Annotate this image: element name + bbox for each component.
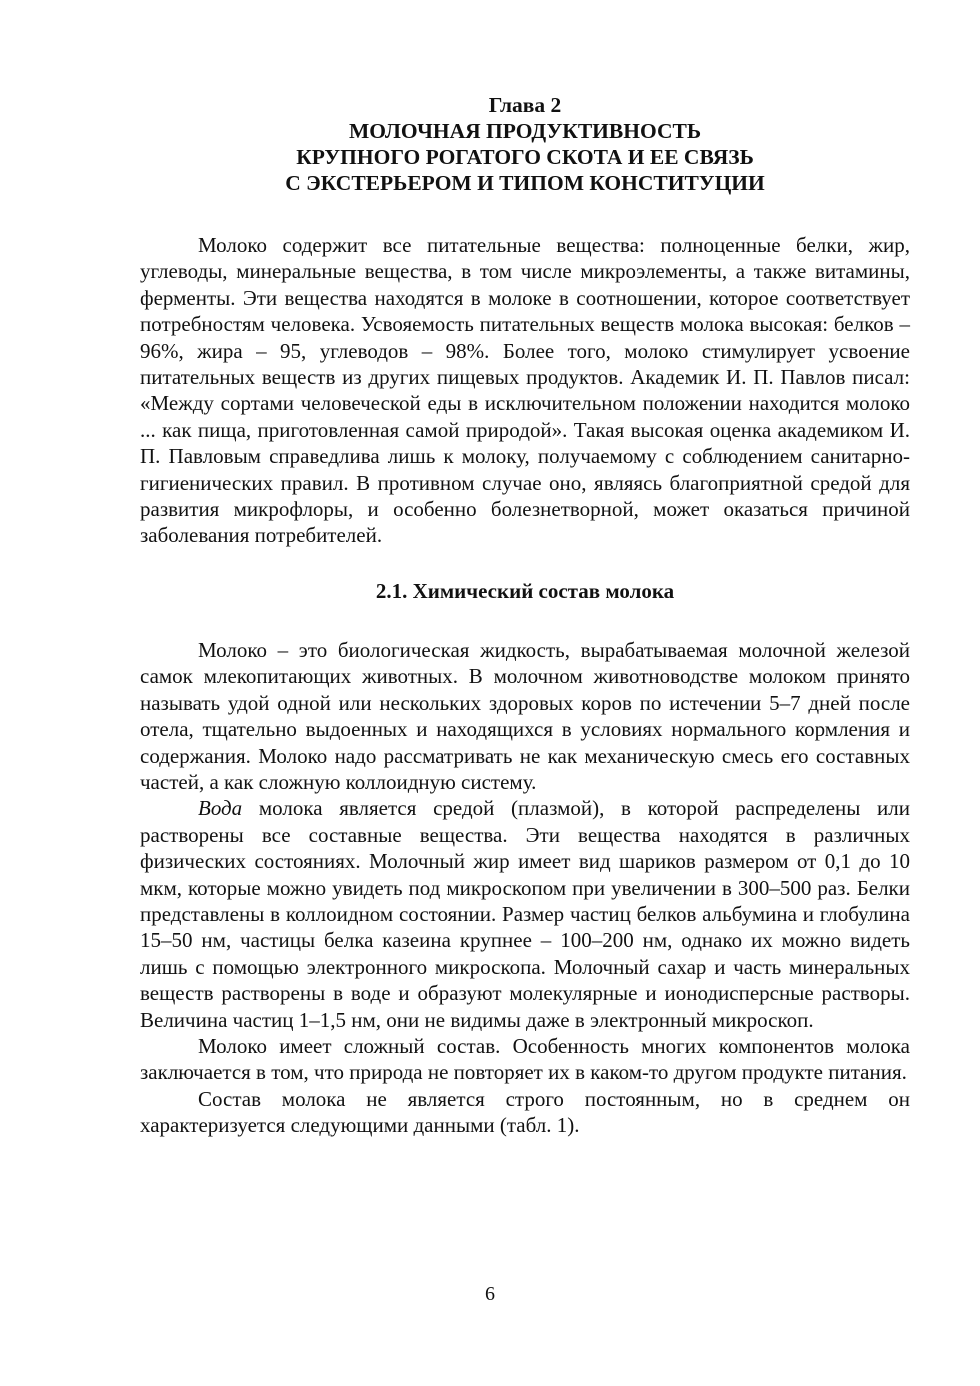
section-paragraph-4: Состав молока не является строго постоянным, но в среднем он характеризуется следующими данными (табл. 1). (140, 1086, 910, 1138)
section-paragraph-2 (140, 795, 910, 1033)
page-number: 6 (485, 1283, 495, 1305)
chapter-label: Глава 2 (488, 93, 562, 117)
section-title: 2.1. Химический состав молока (375, 578, 675, 603)
water-term: Вода (198, 796, 243, 821)
document-page (140, 92, 910, 1139)
section-paragraph-2-text: молока является средой (плазмой), в которой распределены или растворены все составные вещества. Эти вещества находятся в различных физических состояниях. Молочный жир имеет вид шариков размером от 0,1 до 10 мкм, которые можно увидеть под микроскопом при увеличении в 300–500 раз. Белки представлены в коллоидном состоянии. Размер частиц белков альбумина и глобулина 15–50 нм, частицы белка казеина крупнее – 100–200 нм, однако их можно видеть лишь с помощью электронного микроскопа. Молочный сахар и часть минеральных веществ растворены в воде и образуют молекулярные и ионодисперсные растворы. Величина частиц 1–1,5 нм, они не видимы даже в электронный микроскоп. (140, 796, 910, 1032)
section-paragraph-3: Молоко имеет сложный состав. Особенность многих компонентов молока заключается в том, что природа не повторяет их в каком-то другом продукте питания. (140, 1033, 910, 1085)
chapter-title-line-3: С ЭКСТЕРЬЕРОМ И ТИПОМ КОНСТИТУЦИИ (285, 171, 765, 195)
chapter-title-line-2: КРУПНОГО РОГАТОГО СКОТА И ЕЕ СВЯЗЬ (296, 145, 754, 169)
intro-paragraph: Молоко содержит все питательные вещества: полноценные белки, жир, углеводы, минеральные вещества, в том числе микроэлементы, а также витамины, ферменты. Эти вещества находятся в молоке в соотношении, которое соответствует потребностям человека. Усвояемость питательных веществ молока высокая: белков – 96%, жира – 95, углеводов – 98%. Более того, молоко стимулирует усвоение питательных веществ из других пищевых продуктов. Академик И. П. Павлов писал: «Между сортами человеческой еды в исключительном положении находится молоко ... как пища, приготовленная самой природой». Такая высокая оценка академиком И. П. Павловым справедлива лишь к молоку, получаемому с соблюдением санитарно-гигиенических правил. В противном случае оно, являясь благоприятной средой для развития микрофлоры, и особенно болезнетворной, может оказаться причиной заболевания потребителей. (140, 233, 910, 548)
section-paragraph-1: Молоко – это биологическая жидкость, вырабатываемая молочной железой самок млекопитающих животных. В молочном животноводстве молоком принято называть удой одной или нескольких здоровых коров по истечении 5–7 дней после отела, тщательно выдоенных и находящихся в условиях нормального кормления и содержания. Молоко надо рассматривать не как механическую смесь его составных частей, а как сложную коллоидную систему. (140, 637, 910, 794)
chapter-title-line-1: МОЛОЧНАЯ ПРОДУКТИВНОСТЬ (348, 119, 702, 143)
